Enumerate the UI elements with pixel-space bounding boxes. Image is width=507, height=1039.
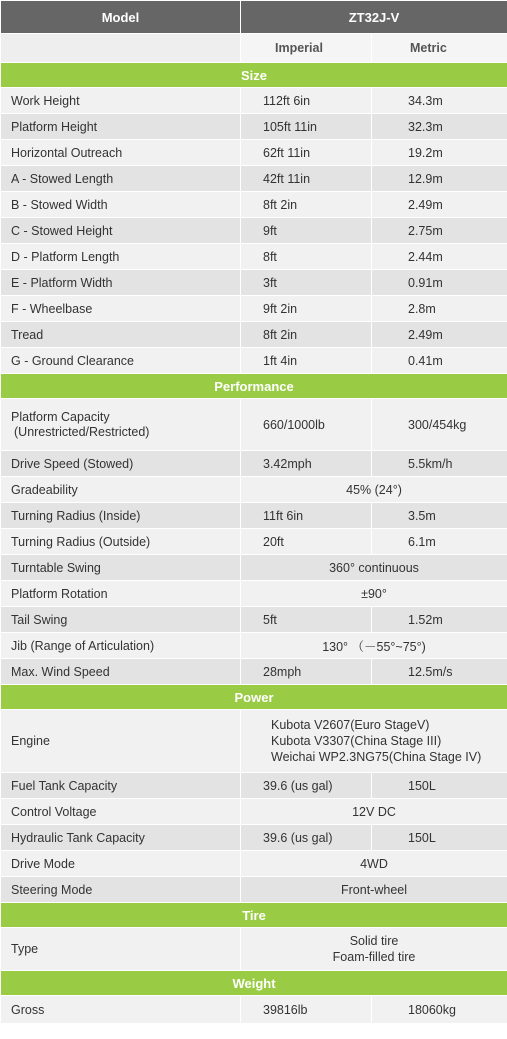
spec-row — [1, 581, 507, 607]
section-title: Size — [1, 63, 507, 88]
spec-value: 130° （－55°~75°) — [241, 633, 507, 659]
spec-label: Platform Height — [1, 114, 241, 140]
metric-value: 0.41m — [372, 348, 507, 374]
metric-value: 2.75m — [372, 218, 507, 244]
spec-row — [1, 88, 507, 114]
tire-line: Foam-filled tire — [332, 950, 416, 964]
metric-value: 2.44m — [372, 244, 507, 270]
imperial-value: 1ft 4in — [241, 348, 372, 374]
metric-value: 12.5m/s — [372, 659, 507, 685]
model-value: ZT32J-V — [241, 1, 507, 34]
section-power — [1, 685, 507, 710]
metric-value: 12.9m — [372, 166, 507, 192]
spec-label: D - Platform Length — [1, 244, 241, 270]
metric-value: 19.2m — [372, 140, 507, 166]
metric-value: 2.49m — [372, 192, 507, 218]
spec-row — [1, 633, 507, 659]
size-rows — [1, 88, 507, 374]
spec-label: A - Stowed Length — [1, 166, 241, 192]
section-tire — [1, 903, 507, 928]
metric-value: 34.3m — [372, 88, 507, 114]
spec-label: Engine — [1, 710, 241, 773]
spec-value: 45% (24°) — [241, 477, 507, 503]
section-title: Power — [1, 685, 507, 710]
spec-row — [1, 555, 507, 581]
spec-label: Turning Radius (Outside) — [1, 529, 241, 555]
spec-value: 4WD — [241, 851, 507, 877]
spec-row — [1, 877, 507, 903]
units-row — [1, 34, 507, 63]
spec-row — [1, 166, 507, 192]
tire-line: Solid tire — [349, 934, 399, 948]
spec-value: 12V DC — [241, 799, 507, 825]
spec-row — [1, 477, 507, 503]
spec-label: Platform Capacity (Unrestricted/Restricted) — [1, 399, 241, 451]
imperial-value: 11ft 6in — [241, 503, 372, 529]
imperial-value: 3.42mph — [241, 451, 372, 477]
spec-row — [1, 710, 507, 773]
metric-value: 2.8m — [372, 296, 507, 322]
imperial-value: 8ft 2in — [241, 322, 372, 348]
spec-label: Drive Mode — [1, 851, 241, 877]
spec-row — [1, 192, 507, 218]
spec-row — [1, 773, 507, 799]
imperial-value: 8ft 2in — [241, 192, 372, 218]
imperial-value: 20ft — [241, 529, 372, 555]
metric-value: 2.49m — [372, 322, 507, 348]
spec-label: G - Ground Clearance — [1, 348, 241, 374]
model-header-row — [1, 1, 507, 34]
spec-label: Drive Speed (Stowed) — [1, 451, 241, 477]
spec-label: Gradeability — [1, 477, 241, 503]
engine-line: Weichai WP2.3NG75(China Stage IV) — [271, 750, 482, 764]
spec-row — [1, 451, 507, 477]
spec-label: Tail Swing — [1, 607, 241, 633]
spec-row — [1, 928, 507, 971]
imperial-value: 5ft — [241, 607, 372, 633]
spec-label: Platform Rotation — [1, 581, 241, 607]
metric-value: 6.1m — [372, 529, 507, 555]
spec-label: Work Height — [1, 88, 241, 114]
engine-line: Kubota V3307(China Stage III) — [271, 734, 442, 748]
imperial-header: Imperial — [241, 34, 372, 63]
spec-row — [1, 851, 507, 877]
spec-label: Control Voltage — [1, 799, 241, 825]
imperial-value: 62ft 11in — [241, 140, 372, 166]
spec-label: Max. Wind Speed — [1, 659, 241, 685]
spec-row — [1, 218, 507, 244]
spec-label: Turntable Swing — [1, 555, 241, 581]
units-blank — [1, 34, 241, 63]
spec-row — [1, 399, 507, 451]
metric-value: 150L — [372, 825, 507, 851]
spec-row — [1, 114, 507, 140]
spec-row — [1, 503, 507, 529]
spec-label: Turning Radius (Inside) — [1, 503, 241, 529]
imperial-value: 8ft — [241, 244, 372, 270]
model-label: Model — [1, 1, 241, 34]
spec-row — [1, 607, 507, 633]
imperial-value: 28mph — [241, 659, 372, 685]
spec-label: B - Stowed Width — [1, 192, 241, 218]
imperial-value: 105ft 11in — [241, 114, 372, 140]
imperial-value: 42ft 11in — [241, 166, 372, 192]
spec-label: Jib (Range of Articulation) — [1, 633, 241, 659]
imperial-value: 660/1000lb — [241, 399, 372, 451]
spec-row — [1, 140, 507, 166]
metric-value: 1.52m — [372, 607, 507, 633]
engine-line: Kubota V2607(Euro StageV) — [271, 718, 430, 732]
imperial-value: 39.6 (us gal) — [241, 825, 372, 851]
spec-label: E - Platform Width — [1, 270, 241, 296]
imperial-value: 39816lb — [241, 996, 372, 1024]
spec-value: ±90° — [241, 581, 507, 607]
spec-value: 360° continuous — [241, 555, 507, 581]
spec-row — [1, 348, 507, 374]
spec-value — [241, 710, 507, 773]
spec-label: Gross — [1, 996, 241, 1024]
spec-label: Type — [1, 928, 241, 971]
spec-label: F - Wheelbase — [1, 296, 241, 322]
metric-value: 18060kg — [372, 996, 507, 1024]
spec-label: Horizontal Outreach — [1, 140, 241, 166]
spec-row — [1, 296, 507, 322]
metric-header: Metric — [372, 34, 507, 63]
section-size — [1, 63, 507, 88]
spec-row — [1, 996, 507, 1024]
spec-row — [1, 270, 507, 296]
spec-row — [1, 322, 507, 348]
section-weight — [1, 971, 507, 996]
spec-value: Front-wheel — [241, 877, 507, 903]
imperial-value: 9ft — [241, 218, 372, 244]
spec-label: Fuel Tank Capacity — [1, 773, 241, 799]
imperial-value: 112ft 6in — [241, 88, 372, 114]
imperial-value: 3ft — [241, 270, 372, 296]
spec-row — [1, 799, 507, 825]
section-title: Weight — [1, 971, 507, 996]
metric-value: 3.5m — [372, 503, 507, 529]
imperial-value: 39.6 (us gal) — [241, 773, 372, 799]
metric-value: 300/454kg — [372, 399, 507, 451]
section-performance — [1, 374, 507, 399]
spec-label: C - Stowed Height — [1, 218, 241, 244]
spec-row — [1, 825, 507, 851]
section-title: Tire — [1, 903, 507, 928]
metric-value: 150L — [372, 773, 507, 799]
spec-value — [241, 928, 507, 971]
spec-row — [1, 244, 507, 270]
spec-label: Hydraulic Tank Capacity — [1, 825, 241, 851]
spec-label: Steering Mode — [1, 877, 241, 903]
spec-row — [1, 659, 507, 685]
imperial-value: 9ft 2in — [241, 296, 372, 322]
metric-value: 0.91m — [372, 270, 507, 296]
spec-row — [1, 529, 507, 555]
spec-label: Tread — [1, 322, 241, 348]
metric-value: 32.3m — [372, 114, 507, 140]
metric-value: 5.5km/h — [372, 451, 507, 477]
section-title: Performance — [1, 374, 507, 399]
